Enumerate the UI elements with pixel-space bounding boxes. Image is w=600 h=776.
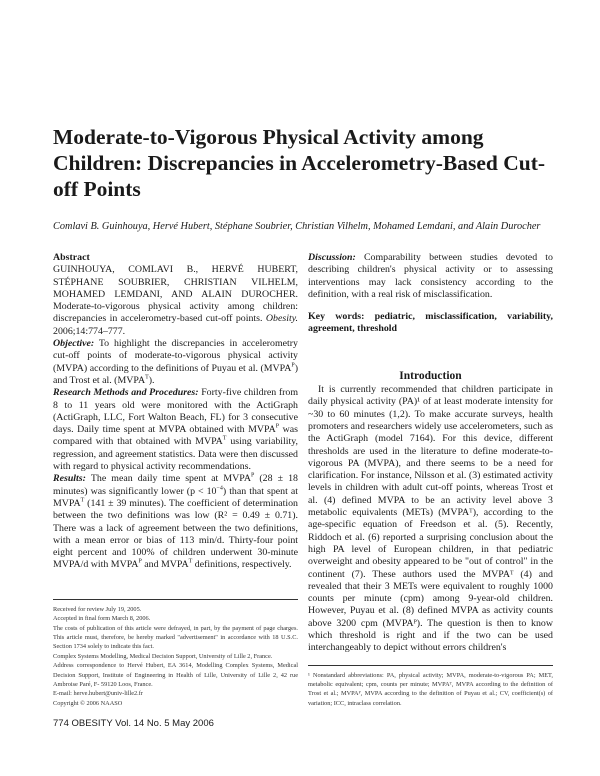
citation-title: Moderate-to-vigorous physical activity among children: discrepancies in accelerometry-based cut-off points. bbox=[53, 301, 298, 325]
citation-journal: Obesity. bbox=[265, 313, 298, 325]
citation-authors: GUINHOUYA, COMLAVI B., HERVÉ HUBERT, STÉPHANE SOUBRIER, CHRISTIAN VILHELM, MOHAMED LEMDANI, AND ALAIN DUROCHER. bbox=[53, 264, 298, 300]
two-column-body bbox=[53, 252, 553, 708]
abstract-heading: Abstract bbox=[53, 252, 90, 263]
copyright: Copyright © 2006 NAASO bbox=[53, 699, 123, 707]
results-text: The mean daily time spent at $MVPA^P$ (28 ± 18 minutes) was significantly lower $(p < 10^{-4})$ than that spent at $MVPA^T$ (141 ± 39 minutes). The coefficient of determination between the two definitions was low (R² = 0.49 ± 0.71). There was a lack of agreement between the two definitions, with a mean error or bias of 113 min/d. Thirty-four point eight percent and 100% of children underwent 30-minute MVPA/d with $MVPA^P$ and $MVPA^T$ definitions, respectively. bbox=[53, 473, 298, 571]
introduction-heading: Introduction bbox=[399, 369, 462, 382]
abstract-discussion bbox=[308, 252, 553, 301]
introduction-body: It is currently recommended that children participate in daily physical activity (PA)¹ of at least moderate intensity for ~30 to 60 minutes (1,2). To make accurate surveys, health promoters and researchers widely use accelerometers, such as the ActiGraph (model 7164). For this device, different thresholds are used in the literature to define moderate-to-vigorous PA (MVPA), and there seems to be a need for clarification. For instance, Nilsson et al. (3) estimated activity levels in children with adult cut-off points, whereas Trost et al. (4) defined MVPA to be an activity level above 3 metabolic equivalents (METs) (MVPAᵀ), according to the age-specific equation of Freedson et al. (5). Recently, Riddoch et al. (6) reported a surprising conclusion about the high PA level of European children, in that pediatric overweight and obesity appeared to be "out of control" in the continent (7). These authors used the MVPAᵀ (4) and revealed that their 3 METs were equivalent to roughly 1000 counts per minute (cpm) among 9-year-old children. However, Puyau et al. (8) defined MVPA as activity counts above 3200 cpm (MVPAᴾ). The question is then to know which threshold is right and if the two can be used interchangeably to depict without errors children's bbox=[308, 384, 553, 654]
citation-ref: 2006;14:774–777. bbox=[53, 325, 126, 337]
abstract-methods bbox=[53, 387, 298, 473]
abstract-objective bbox=[53, 338, 298, 387]
objective-text: To highlight the discrepancies in accelerometry cut-off points of moderate-to-vigorous physical activity (MVPA) according to the definitions of Puyau et al. $(MVPA^P)$ and Trost et al. $(MVPA^T)$. bbox=[53, 338, 298, 386]
article-title: Moderate-to-Vigorous Physical Activity among Children: Discrepancies in Accelerometry-Based Cut-off Points bbox=[53, 125, 546, 201]
article-history-footnotes bbox=[53, 599, 298, 708]
right-column-wrap bbox=[308, 252, 553, 708]
methods-text: Forty-five children from 8 to 11 years old were monitored with the ActiGraph (ActiGraph, LLC, Fort Walton Beach, FL) for 3 consecutive days. Daily time spent at MVPA obtained with $MVPA^P$ was compared with that obtained with $MVPA^T$ using variability, regression, and agreement statistics. Data were then discussed with regard to physical activity recommendations. bbox=[53, 387, 299, 473]
discussion-label: Discussion: bbox=[308, 252, 356, 263]
methods-label: Research Methods and Procedures: bbox=[53, 387, 199, 399]
email: E-mail: herve.hubert@univ-lille2.fr bbox=[53, 690, 143, 698]
abstract-results bbox=[53, 473, 298, 571]
author-list: Comlavi B. Guinhouya, Hervé Hubert, Stéphane Soubrier, Christian Vilhelm, Mohamed Lemdani, and Alain Durocher bbox=[53, 221, 541, 232]
keywords: Key words: pediatric, misclassification, variability, agreement, threshold bbox=[308, 311, 553, 335]
page-footer: 774 OBESITY Vol. 14 No. 5 May 2006 bbox=[53, 718, 214, 730]
left-column bbox=[53, 252, 298, 572]
results-label: Results: bbox=[53, 473, 86, 485]
affiliation: Complex Systems Modelling, Medical Decision Support, University of Lille 2, France. bbox=[53, 652, 273, 660]
column-gap bbox=[53, 572, 298, 582]
publication-cost-note: The costs of publication of this article were defrayed, in part, by the payment of page charges. This article must, therefore, be hereby marked "advertisement" in accordance with 18 U.S.C. Section 1734 solely to indicate this fact. bbox=[53, 624, 298, 651]
column-gap bbox=[308, 655, 553, 665]
abbreviations-footnote: ¹ Nonstandard abbreviations: PA, physical activity; MVPA, moderate-to-vigorous PA; MET, metabolic equivalent; cpm, counts per minute; MVPAᵀ, MVPA according to the definition of Trost et al.; MVPAᴾ, MVPA according to the definition of Puyau et al.; CV, coefficient(s) of variation; ICC, intraclass correlation. bbox=[308, 665, 553, 709]
right-column bbox=[308, 252, 553, 655]
received-date: Received for review July 19, 2005. bbox=[53, 605, 142, 613]
correspondence-address: Address correspondence to Hervé Hubert, EA 3614, Modelling Complex Systems, Medical Decision Support, Institute of Engineering in Health of Lille, University of Lille 2, 42 rue Ambroise Paré, F- 59120 Loos, France. bbox=[53, 662, 298, 689]
discussion-text: Comparability between studies devoted to describing children's physical activity or to assessing interventions may lack consistency according to the definition, with a real risk of misclassification. bbox=[308, 252, 553, 300]
abstract-citation bbox=[53, 264, 298, 338]
objective-label: Objective: bbox=[53, 338, 95, 350]
left-column-wrap bbox=[53, 252, 298, 708]
accepted-date: Accepted in final form March 8, 2006. bbox=[53, 615, 151, 623]
